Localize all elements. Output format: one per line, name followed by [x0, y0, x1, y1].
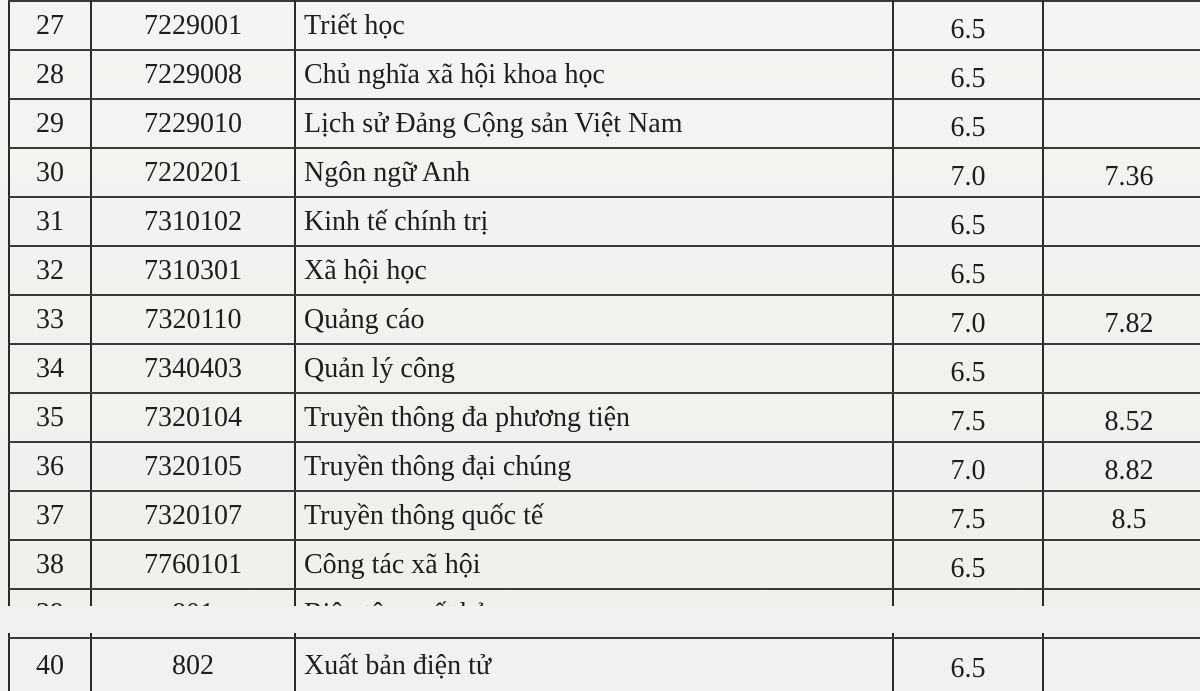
last-year-score-cell [1043, 638, 1200, 691]
program-name-cell: Xuất bản điện tử [295, 638, 893, 691]
table-row [9, 393, 1200, 442]
row-number-cell: 30 [9, 148, 91, 197]
last-year-score-cell [1043, 344, 1200, 393]
row-number-cell: 33 [9, 295, 91, 344]
last-year-score-cell: 8.82 [1043, 442, 1200, 491]
last-year-score-cell [1043, 197, 1200, 246]
last-year-score-cell: 7.36 [1043, 148, 1200, 197]
table-row [9, 442, 1200, 491]
row-number-cell: 28 [9, 50, 91, 99]
program-code-cell: 7320110 [91, 295, 295, 344]
table-row [9, 197, 1200, 246]
program-code-cell: 7320105 [91, 442, 295, 491]
row-number-cell: 32 [9, 246, 91, 295]
table-row [9, 246, 1200, 295]
program-code-cell: 7320104 [91, 393, 295, 442]
table-row [9, 99, 1200, 148]
table-row [9, 50, 1200, 99]
table-row [9, 491, 1200, 540]
minimum-score-cell: 6.5 [893, 344, 1043, 393]
table-row [9, 344, 1200, 393]
row-number-cell: 36 [9, 442, 91, 491]
row-number-cell: 37 [9, 491, 91, 540]
program-code-cell: 7760101 [91, 540, 295, 589]
row-number-cell: 29 [9, 99, 91, 148]
program-name-cell: Lịch sử Đảng Cộng sản Việt Nam [295, 99, 893, 148]
program-name-cell: Quản lý công [295, 344, 893, 393]
program-name-cell: Quảng cáo [295, 295, 893, 344]
program-name-cell: Ngôn ngữ Anh [295, 148, 893, 197]
program-name-cell: Công tác xã hội [295, 540, 893, 589]
table-body [9, 1, 1200, 691]
minimum-score-cell: 7.0 [893, 148, 1043, 197]
row-number-cell: 31 [9, 197, 91, 246]
row-number-cell: 35 [9, 393, 91, 442]
row-number-cell: 34 [9, 344, 91, 393]
last-year-score-cell [1043, 99, 1200, 148]
program-code-cell: 7310102 [91, 197, 295, 246]
program-name-cell: Truyền thông quốc tế [295, 491, 893, 540]
last-year-score-cell: 8.52 [1043, 393, 1200, 442]
program-name-cell: Truyền thông đa phương tiện [295, 393, 893, 442]
minimum-score-cell: 6.5 [893, 540, 1043, 589]
program-code-cell: 7229008 [91, 50, 295, 99]
program-name-cell: Chủ nghĩa xã hội khoa học [295, 50, 893, 99]
table-row [9, 148, 1200, 197]
program-name-cell: Kinh tế chính trị [295, 197, 893, 246]
program-code-cell: 7320107 [91, 491, 295, 540]
minimum-score-cell: 6.5 [893, 638, 1043, 691]
last-year-score-cell: 8.5 [1043, 491, 1200, 540]
program-code-cell: 7310301 [91, 246, 295, 295]
minimum-score-cell: 6.5 [893, 197, 1043, 246]
admission-score-table [8, 0, 1200, 691]
row-number-cell: 38 [9, 540, 91, 589]
minimum-score-cell: 6.5 [893, 99, 1043, 148]
table-row [9, 638, 1200, 691]
page-bottom-margin [0, 606, 1200, 633]
minimum-score-cell: 7.5 [893, 491, 1043, 540]
minimum-score-cell: 6.5 [893, 50, 1043, 99]
last-year-score-cell [1043, 1, 1200, 50]
table-row [9, 540, 1200, 589]
program-name-cell: Truyền thông đại chúng [295, 442, 893, 491]
last-year-score-cell: 7.82 [1043, 295, 1200, 344]
program-name-cell: Triết học [295, 1, 893, 50]
program-code-cell: 7229010 [91, 99, 295, 148]
minimum-score-cell: 7.0 [893, 442, 1043, 491]
program-code-cell: 7340403 [91, 344, 295, 393]
last-year-score-cell [1043, 540, 1200, 589]
minimum-score-cell: 7.0 [893, 295, 1043, 344]
row-number-cell: 40 [9, 638, 91, 691]
table-row [9, 295, 1200, 344]
program-name-cell: Xã hội học [295, 246, 893, 295]
last-year-score-cell [1043, 246, 1200, 295]
minimum-score-cell: 6.5 [893, 1, 1043, 50]
program-code-cell: 7220201 [91, 148, 295, 197]
last-year-score-cell [1043, 50, 1200, 99]
table-row [9, 1, 1200, 50]
row-number-cell: 27 [9, 1, 91, 50]
program-code-cell: 802 [91, 638, 295, 691]
minimum-score-cell: 7.5 [893, 393, 1043, 442]
program-code-cell: 7229001 [91, 1, 295, 50]
minimum-score-cell: 6.5 [893, 246, 1043, 295]
